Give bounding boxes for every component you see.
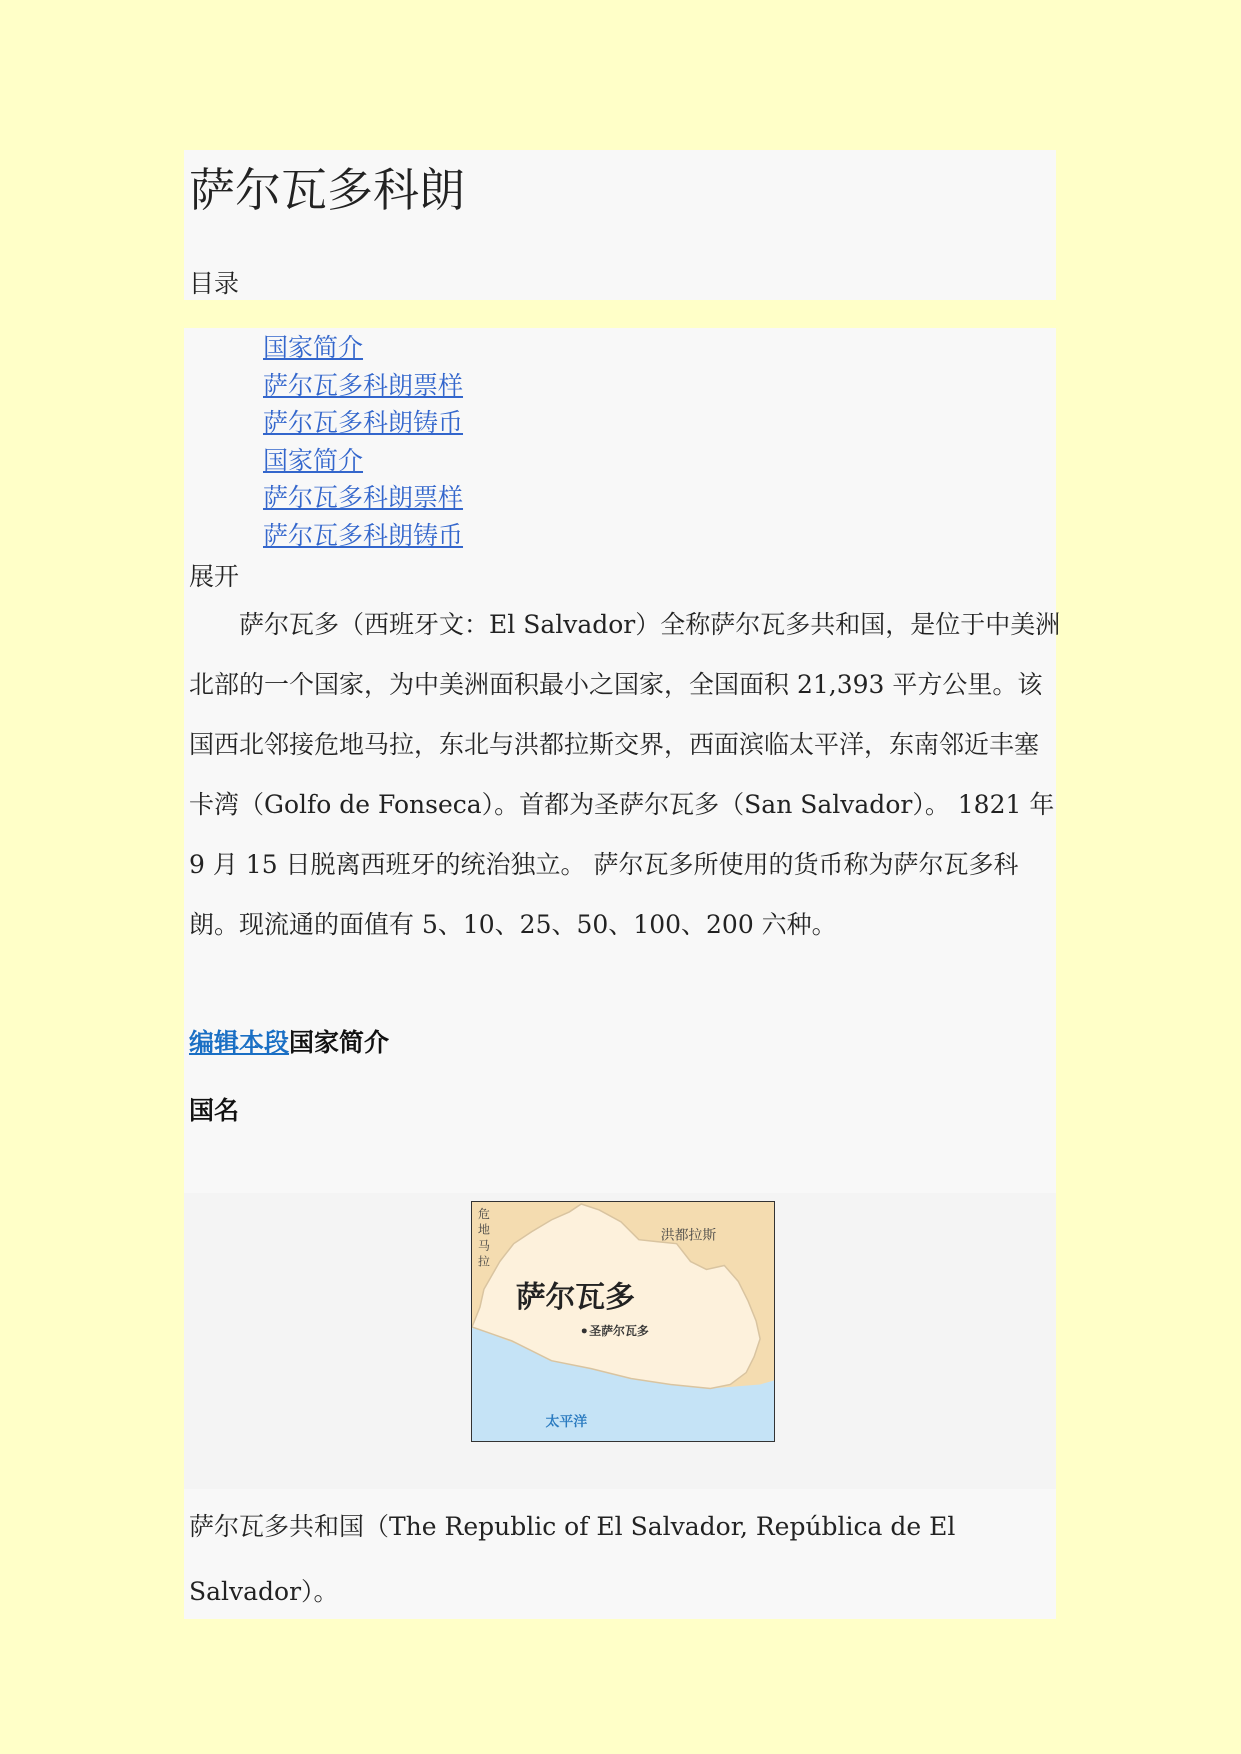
map-label-guatemala-1: 危 [477,1206,490,1221]
toc-list [263,329,463,554]
body-block [184,553,1061,1193]
map-label-honduras: 洪都拉斯 [660,1227,717,1244]
map-image [472,1202,774,1441]
toc-item [263,404,463,442]
map-label-country: 萨尔瓦多 [515,1280,635,1316]
section-title: 国家简介 [289,1028,390,1057]
expand-toggle[interactable]: 展开 [189,562,240,591]
toc-link-banknotes-2[interactable]: 萨尔瓦多科朗票样 [263,483,464,512]
toc-link-banknotes[interactable]: 萨尔瓦多科朗票样 [263,370,464,400]
toc-block [184,328,1056,553]
toc-link-coins-2[interactable]: 萨尔瓦多科朗铸币 [263,520,464,550]
page-title: 萨尔瓦多科朗 [189,163,465,217]
map-block [184,1193,1056,1489]
capital-marker [582,1328,587,1333]
toc-item [263,442,463,480]
intro-paragraph: 萨尔瓦多（西班牙文：El Salvador）全称萨尔瓦多共和国，是位于中美洲北部的一个国家，为中美洲面积最小之国家，全国面积 21,393 平方公里。该国西北邻接危地马拉，东北与洪都拉斯交界，西面滨临太平洋，东南邻近丰塞卡湾（Golfo de Fonseca）。首都为圣萨尔瓦多（San Salvador）。 1821 年 9 月 15 日脱离西班牙的统治独立。 萨尔瓦多所使用的货币称为萨尔瓦多科朗。现流通的面值有 5、10、25、50、100、200 六种。 [189,610,1061,939]
toc-link-coins[interactable]: 萨尔瓦多科朗铸币 [263,408,464,437]
toc-link-country-intro[interactable]: 国家简介 [263,333,364,362]
map-label-guatemala-2: 地 [477,1222,490,1237]
toc-item [263,329,463,367]
country-name-text: 萨尔瓦多共和国（The Republic of El Salvador, República de El Salvador）。 [189,1512,956,1606]
toc-item [263,479,463,517]
title-block [184,150,1056,300]
toc-link-country-intro-2[interactable]: 国家简介 [263,445,364,475]
edit-section-link[interactable]: 编辑本段 [189,1028,290,1057]
toc-item [263,517,463,555]
caption-block [184,1489,1056,1619]
toc-heading: 目录 [189,269,240,298]
el-salvador-map [471,1201,775,1442]
section-heading [189,1023,389,1059]
map-label-capital: 圣萨尔瓦多 [589,1323,649,1338]
map-label-guatemala-4: 拉 [477,1254,490,1269]
map-label-ocean: 太平洋 [545,1414,588,1431]
country-name-heading: 国名 [189,1096,240,1125]
toc-item [263,367,463,405]
map-label-guatemala-3: 马 [477,1238,490,1253]
